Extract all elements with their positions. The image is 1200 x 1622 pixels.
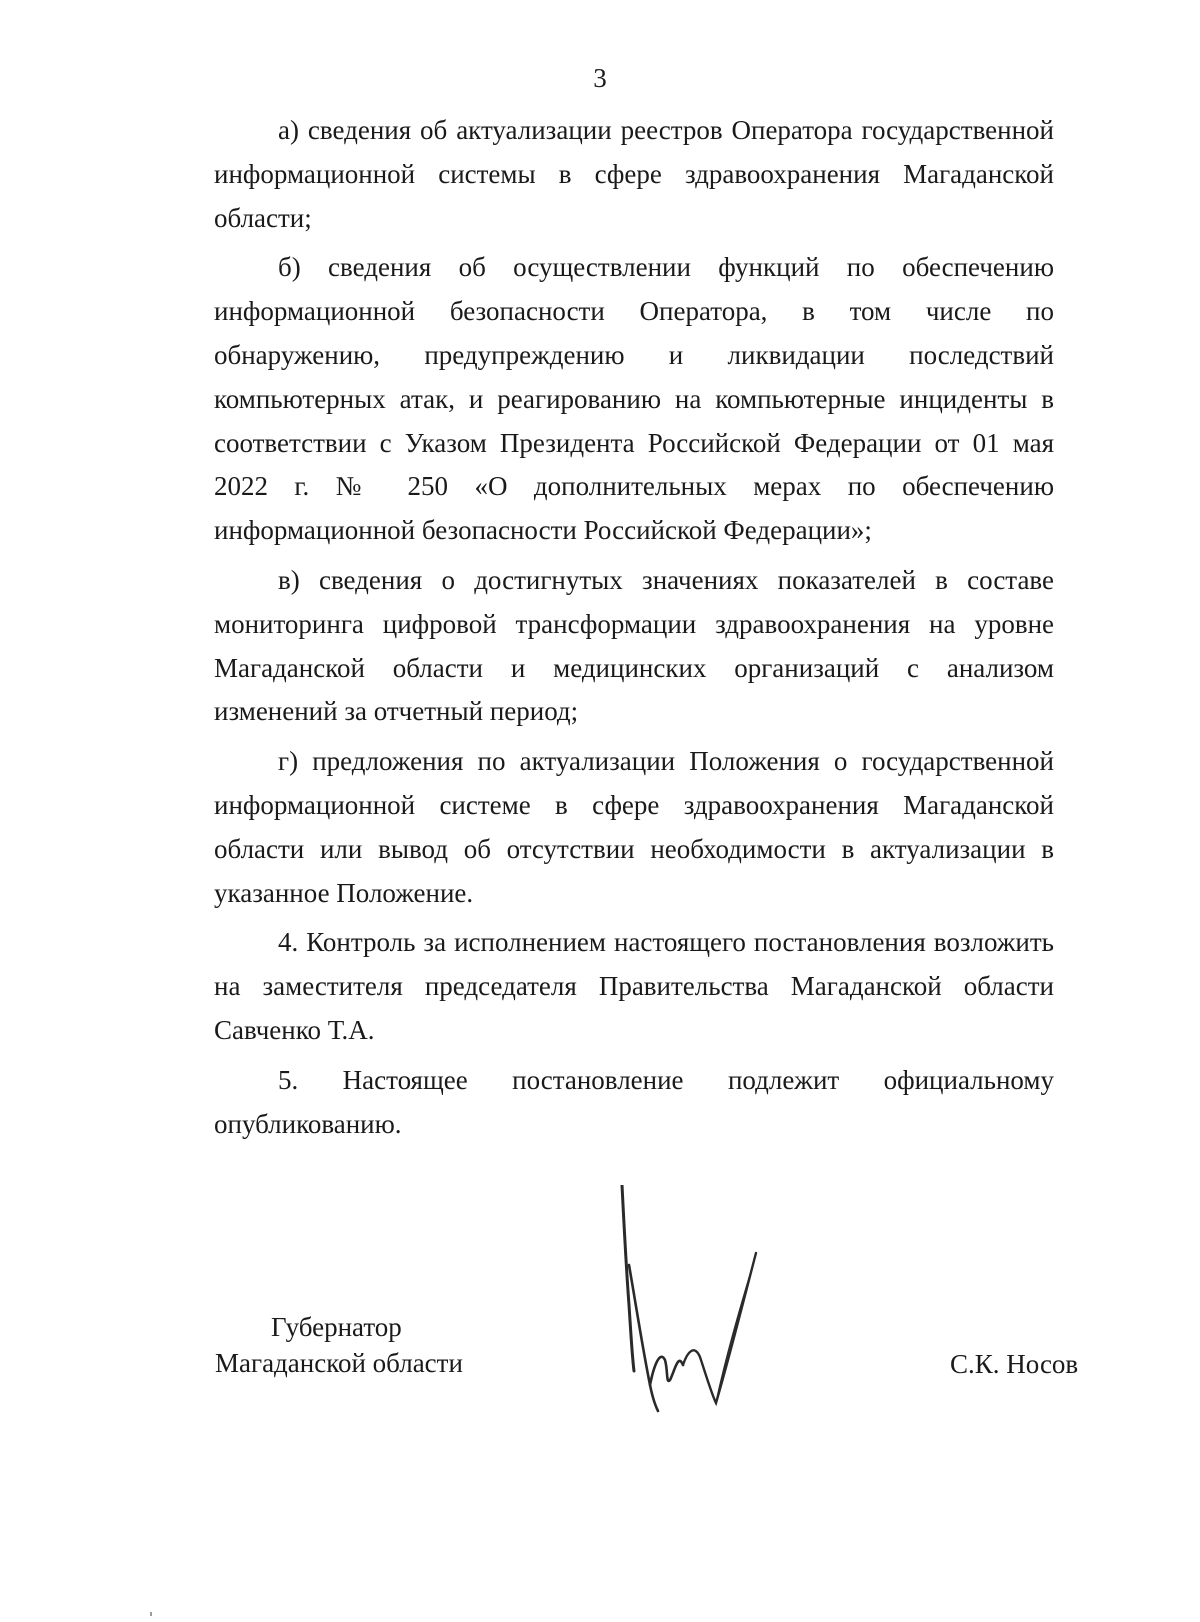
paragraph-a: а) сведения об актуализации реестров Оператора государственной информационной системы в сфере здравоохранения Магаданской области; [214, 115, 1054, 233]
page-number: 3 [593, 63, 607, 93]
paragraph-4: 4. Контроль за исполнением настоящего постановления возложить на заместителя председателя Правительства Магаданской области Савченко Т.А. [214, 927, 1054, 1045]
signer-name: С.К. Носов [950, 1349, 1079, 1379]
paragraph-v: в) сведения о достигнутых значениях показателей в составе мониторинга цифровой трансформации здравоохранения на уровне Магаданской области и медицинских организаций с анализом изменений за отчетный период; [214, 564, 1054, 727]
paragraph-b: б) сведения об осуществлении функций по обеспечению информационной безопасности Оператора, в том числе по обнаружению, предупреждению и ликвидации последствий компьютерных атак, и реагированию на компьютерные инциденты в соответствии с Указом Президента Российской Федерации от 01 мая 2022 г. № 250 «О дополнительных мерах по обеспечению информационной безопасности Российской Федерации»; [214, 252, 1054, 546]
signer-position-line2: Магаданской области [215, 1348, 463, 1378]
signer-position-line1: Губернатор [271, 1312, 402, 1342]
handwritten-signature [620, 1185, 800, 1425]
paragraph-5: 5. Настоящее постановление подлежит официальному опубликованию. [214, 1064, 1054, 1139]
scan-speck [150, 1612, 152, 1616]
paragraph-g: г) предложения по актуализации Положения о государственной информационной системе в сфере здравоохранения Магаданской области или вывод об отсутствии необходимости в актуализации в указанное Положение. [214, 746, 1054, 908]
